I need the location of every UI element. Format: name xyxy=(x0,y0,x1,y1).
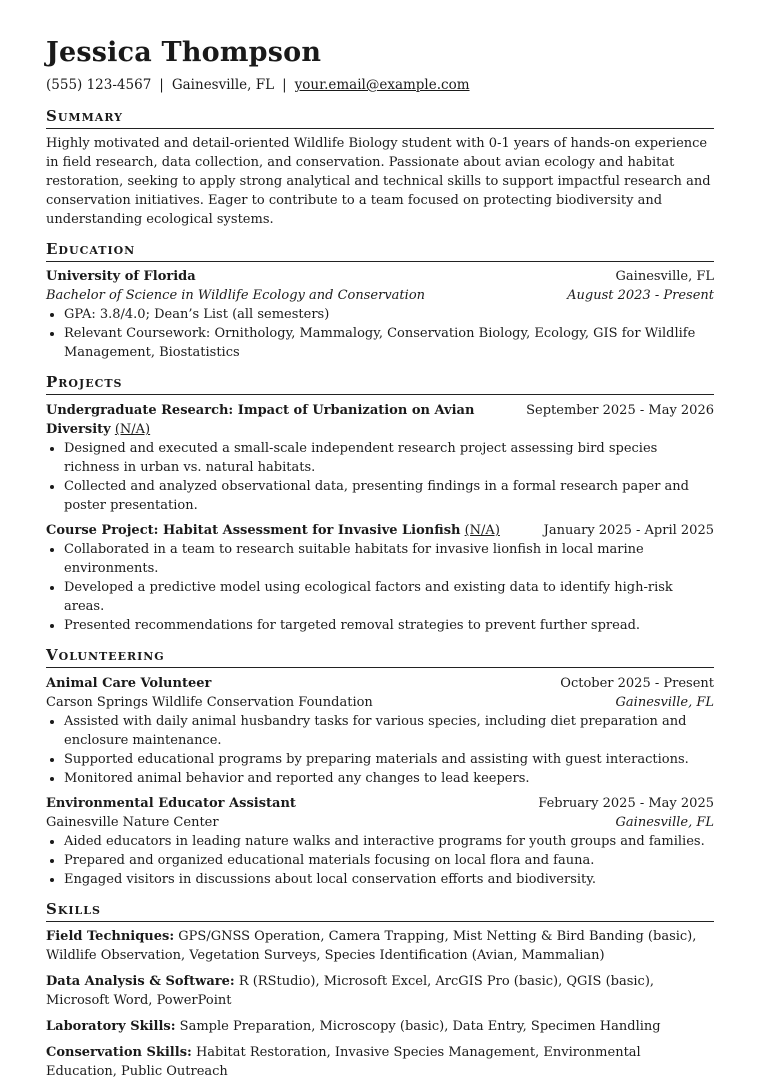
projects-section xyxy=(46,372,714,635)
list-item: • Collected and analyzed observational data, presenting findings in a formal research paper and poster presentation. xyxy=(64,477,714,515)
list-item: • Engaged visitors in discussions about local conservation efforts and biodiversity. xyxy=(64,870,714,889)
project-name: Undergraduate Research: Impact of Urbanization on Avian Diversity xyxy=(46,403,475,437)
project-entry xyxy=(46,401,714,515)
volunteer-role: Animal Care Volunteer xyxy=(46,676,212,691)
candidate-name: Jessica Thompson xyxy=(46,37,322,68)
volunteer-dates: October 2025 - Present xyxy=(560,676,714,691)
volunteering-section xyxy=(46,645,714,889)
project-link[interactable]: (N/A) xyxy=(464,523,500,538)
volunteer-org-row xyxy=(46,813,714,832)
summary-text: Highly motivated and detail-oriented Wildlife Biology student with 0-1 years of hands-on experience in field research, data collection, and conservation. Passionate about avian ecology and habitat restoration, seeking to apply strong analytical and technical skills to support impactful research and conservation initiatives. Eager to contribute to a team focused on protecting biodiversity and understanding ecological systems. xyxy=(46,136,711,227)
skill-label: Field Techniques: xyxy=(46,929,175,944)
skill-line xyxy=(46,1043,714,1081)
summary-section xyxy=(46,106,714,229)
project-dates: September 2025 - May 2026 xyxy=(526,403,714,418)
list-item: • Presented recommendations for targeted removal strategies to prevent further spread. xyxy=(64,616,714,635)
list-item: • Relevant Coursework: Ornithology, Mammalogy, Conservation Biology, Ecology, GIS for Wildlife Management, Biostatistics xyxy=(64,324,714,362)
project-bullets xyxy=(46,540,714,635)
list-item: • Prepared and organized educational materials focusing on local flora and fauna. xyxy=(64,851,714,870)
section-heading: Projects xyxy=(46,372,714,395)
section-heading: Education xyxy=(46,239,714,262)
skills-section xyxy=(46,899,714,1081)
email-link[interactable]: your.email@example.com xyxy=(294,77,470,93)
list-item: • Assisted with daily animal husbandry tasks for various species, including diet preparation and enclosure maintenance. xyxy=(64,712,714,750)
project-bullets xyxy=(46,439,714,515)
skill-label: Conservation Skills: xyxy=(46,1045,192,1060)
skill-line xyxy=(46,927,714,965)
skill-line xyxy=(46,972,714,1010)
volunteer-header-row xyxy=(46,794,714,813)
skill-text: R (RStudio), Microsoft Excel, ArcGIS Pro (basic), QGIS (basic), Microsoft Word, PowerPoint xyxy=(46,974,655,1008)
list-item: • GPA: 3.8/4.0; Dean’s List (all semesters) xyxy=(64,305,714,324)
contact-separator: | xyxy=(159,77,164,93)
phone-number: (555) 123-4567 xyxy=(46,77,152,93)
education-bullets xyxy=(46,305,714,362)
volunteer-bullets xyxy=(46,832,714,889)
list-item: • Collaborated in a team to research suitable habitats for invasive lionfish in local marine environments. xyxy=(64,540,714,578)
volunteer-org: Gainesville Nature Center xyxy=(46,815,219,830)
education-dates: August 2023 - Present xyxy=(567,288,714,303)
volunteer-bullets xyxy=(46,712,714,788)
school-location: Gainesville, FL xyxy=(615,269,714,284)
project-dates: January 2025 - April 2025 xyxy=(543,523,714,538)
project-link[interactable]: (N/A) xyxy=(114,422,151,437)
skill-text: Habitat Restoration, Invasive Species Management, Environmental Education, Public Outreach xyxy=(46,1045,641,1079)
skill-text: Sample Preparation, Microscopy (basic), Data Entry, Specimen Handling xyxy=(179,1019,661,1034)
skill-label: Data Analysis & Software: xyxy=(46,974,235,989)
volunteer-header-row xyxy=(46,674,714,693)
list-item: • Designed and executed a small-scale independent research project assessing bird species richness in urban vs. natural habitats. xyxy=(64,439,714,477)
section-heading: Skills xyxy=(46,899,714,922)
volunteer-org-row xyxy=(46,693,714,712)
project-name: Course Project: Habitat Assessment for Invasive Lionfish xyxy=(46,523,461,538)
location: Gainesville, FL xyxy=(171,77,275,93)
skill-line xyxy=(46,1017,714,1036)
project-header xyxy=(46,401,714,439)
list-item: • Monitored animal behavior and reported any changes to lead keepers. xyxy=(64,769,714,788)
project-header xyxy=(46,521,714,540)
list-item: • Supported educational programs by preparing materials and assisting with guest interactions. xyxy=(64,750,714,769)
skill-label: Laboratory Skills: xyxy=(46,1019,176,1034)
degree: Bachelor of Science in Wildlife Ecology and Conservation xyxy=(46,288,426,303)
volunteer-role: Environmental Educator Assistant xyxy=(46,796,296,811)
project-entry xyxy=(46,521,714,635)
list-item: • Aided educators in leading nature walks and interactive programs for youth groups and families. xyxy=(64,832,714,851)
volunteer-location: Gainesville, FL xyxy=(615,695,714,710)
section-heading: Summary xyxy=(46,106,714,129)
skill-text: GPS/GNSS Operation, Camera Trapping, Mist Netting & Bird Banding (basic), Wildlife Observation, Vegetation Surveys, Species Identification (Avian, Mammalian) xyxy=(46,929,697,963)
volunteer-org: Carson Springs Wildlife Conservation Foundation xyxy=(46,695,373,710)
section-heading: Volunteering xyxy=(46,645,714,668)
contact-line xyxy=(46,76,714,94)
education-section xyxy=(46,239,714,362)
list-item: • Developed a predictive model using ecological factors and existing data to identify high-risk areas. xyxy=(64,578,714,616)
degree-row xyxy=(46,286,714,305)
volunteer-dates: February 2025 - May 2025 xyxy=(538,796,714,811)
volunteer-entry xyxy=(46,794,714,889)
school-name: University of Florida xyxy=(46,269,196,284)
contact-separator: | xyxy=(282,77,287,93)
education-header-row xyxy=(46,267,714,286)
volunteer-location: Gainesville, FL xyxy=(615,815,714,830)
volunteer-entry xyxy=(46,674,714,788)
